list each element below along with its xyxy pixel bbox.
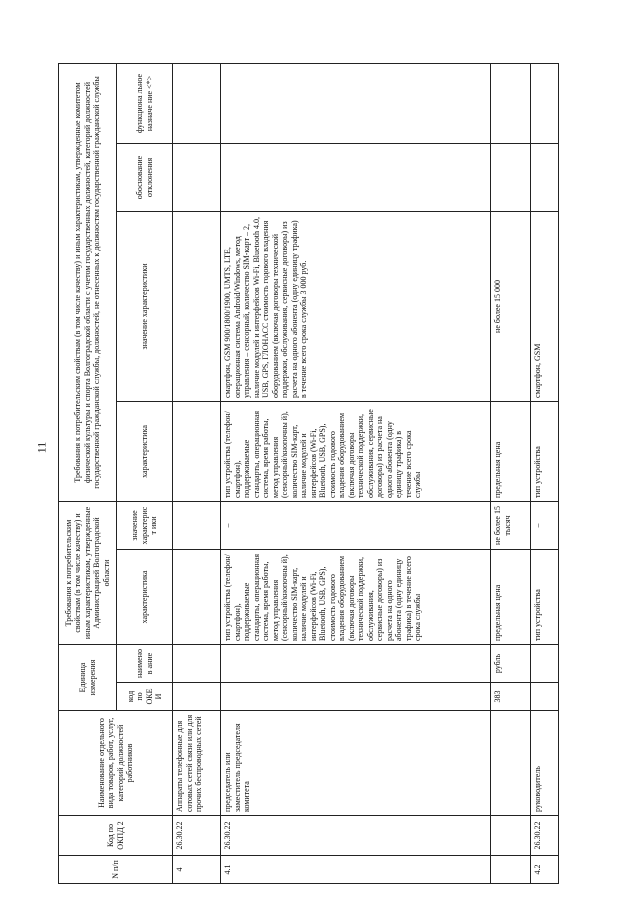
header-name: Наименование отдельного вида товаров, работ, услуг, категорий должностей работников [59, 711, 173, 816]
cell-comm-just [491, 143, 531, 211]
header-comm-val: значение характеристики [117, 211, 173, 401]
table-row [221, 63, 491, 883]
cell-okpd: 26.30.22 [531, 816, 559, 856]
header-n: N п/п [59, 856, 173, 884]
header-unit: Единица измерения [59, 645, 117, 711]
cell-unit [221, 645, 491, 683]
page-number: 11 [34, 441, 49, 454]
cell-name: руководитель [531, 711, 559, 816]
header-reqs-admin: Требования к потребительским свойствам (в том числе качеству) и иным характеристикам, утвержденные Администрацией Волгоградской области [59, 501, 117, 644]
cell-admin-val: – [531, 501, 559, 549]
header-reqs-committee: Требования к потребительским свойствам (в том числе качеству) и иным характеристикам, утвержденные комитетом физической культуры и спорта Волгоградской области с учетом государственных должностей, категорий должностей государственной гражданской службы, должностей, не отнесенных к должностям государственной гражданской службы [59, 63, 117, 501]
cell-comm-func [173, 63, 221, 143]
cell-n: 4.1 [221, 856, 491, 884]
cell-okpd: 26.30.22 [173, 816, 221, 856]
cell-n [491, 856, 531, 884]
header-comm-func: функциона льное назначе ние <*> [117, 63, 173, 143]
cell-code: 383 [491, 683, 531, 711]
cell-code [531, 683, 559, 711]
cell-name: Аппараты телефонные для сотовых сетей связи или для прочих беспроводных сетей [173, 711, 221, 816]
cell-comm-char: тип устройства [531, 401, 559, 501]
cell-unit: рубль [491, 645, 531, 683]
cell-code [173, 683, 221, 711]
cell-okpd [491, 816, 531, 856]
cell-unit [531, 645, 559, 683]
cell-name: председатель или заместитель председателя комитета [221, 711, 491, 816]
header-comm-char: характеристика [117, 401, 173, 501]
header-okpd: Код по ОКПД 2 [59, 816, 173, 856]
cell-admin-char: тип устройства [531, 550, 559, 645]
cell-name [491, 711, 531, 816]
table-row [531, 63, 559, 883]
cell-admin-val: – [221, 501, 491, 549]
table-row [173, 63, 221, 883]
cell-admin-val [173, 501, 221, 549]
cell-n: 4 [173, 856, 221, 884]
cell-code [221, 683, 491, 711]
cell-comm-just [173, 143, 221, 211]
table-row [491, 63, 531, 883]
cell-comm-char [173, 401, 221, 501]
cell-unit [173, 645, 221, 683]
cell-admin-char: тип устройства (телефон/смартфон), поддерживаемые стандарты, операционная система, время работы, метод управления (сенсорный/кнопочны й), количество SIM-карт, наличие модулей и интерфейсов (Wi-Fi, Bluetooth, USB, GPS), стоимость годового владения оборудованием (включая договоры технической поддержки, обслуживания, сервисные договоры) из расчета на одного абонента (одну единицу трафика) в течение всего срока службы [221, 550, 491, 645]
cell-comm-val [173, 211, 221, 401]
cell-admin-val: не более 15 тысяч [491, 501, 531, 549]
header-admin-char: характеристика [117, 550, 173, 645]
cell-admin-char: предельная цена [491, 550, 531, 645]
cell-comm-char: тип устройства (телефон/смартфон), поддерживаемые стандарты, операционная система, время работы, метод управления (сенсорный/кнопочны й), количество SIM-карт, наличие модулей и интерфейсов (Wi-Fi, Bluetooth, USB, GPS), стоимость годового владения оборудованием (включая договоры технической поддержки, обслуживания, сервисные договоры) из расчета на одного абонента (одну единицу трафика) в течение всего срока службы [221, 401, 491, 501]
cell-comm-just [221, 143, 491, 211]
cell-comm-val: смартфон, GSM [531, 211, 559, 401]
rotated-table-page [58, 64, 623, 884]
cell-comm-func [531, 63, 559, 143]
cell-okpd: 26.30.22 [221, 816, 491, 856]
cell-comm-just [531, 143, 559, 211]
cell-n: 4.2 [531, 856, 559, 884]
cell-comm-func [221, 63, 491, 143]
header-unit-code: код по ОКЕИ [117, 683, 173, 711]
header-unit-name: наименов ание [117, 645, 173, 683]
cell-comm-val: смартфон, GSM 900/1800/1900, UMTS, LTE, операционная система Android/Windows, метод управления – сенсорный, количество SIM-карт – 2, наличие модулей и интерфейсов Wi-Fi, Bluetooth 4.0, USB, GPS, ГЛОНАСС стоимость годового владения оборудованием (включая договоры технической поддержки, обслуживания, сервисные договоры) из расчета на одного абонента (одну единицу трафика) в течение всего срока службы 3 000 руб. [221, 211, 491, 401]
cell-admin-char [173, 550, 221, 645]
cell-comm-char: предельная цена [491, 401, 531, 501]
header-admin-val: значение характерист ики [117, 501, 173, 549]
cell-comm-func [491, 63, 531, 143]
requirements-table [58, 63, 559, 884]
header-comm-just: обоснование отклонения [117, 143, 173, 211]
cell-comm-val: не более 15 000 [491, 211, 531, 401]
